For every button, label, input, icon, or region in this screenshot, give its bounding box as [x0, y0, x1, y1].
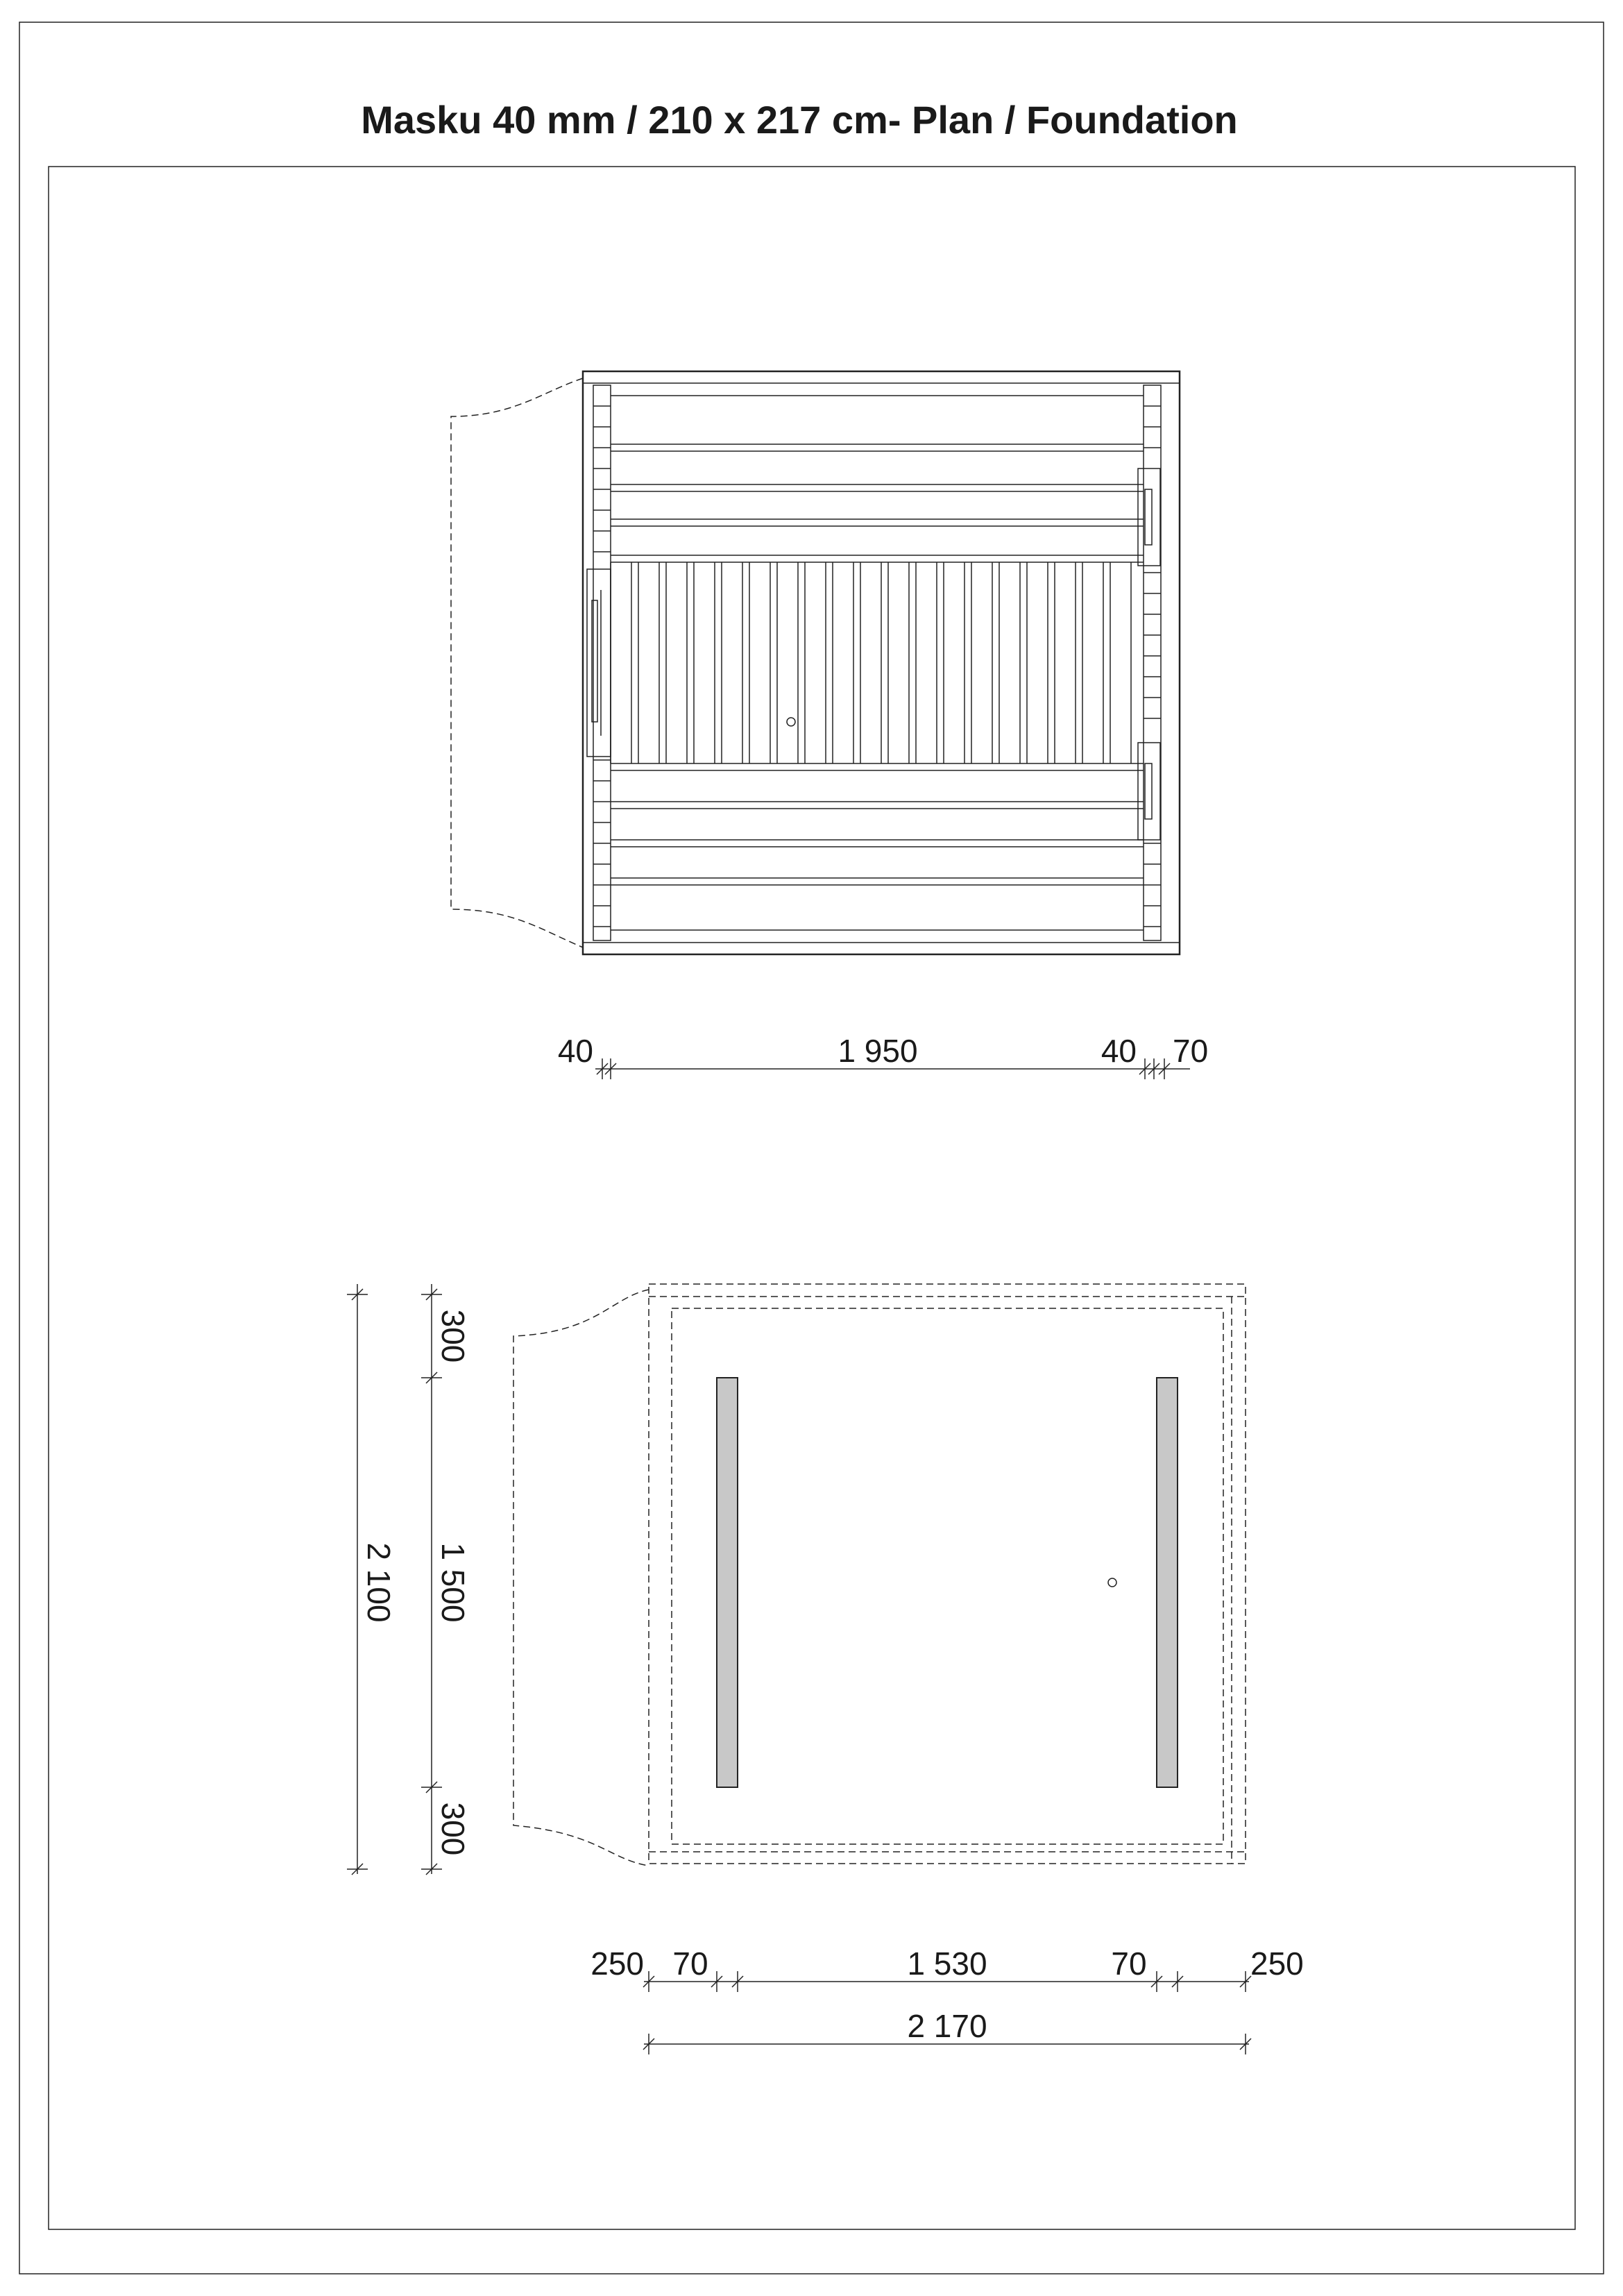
foundation-dim-bottom: 300 [435, 1802, 471, 1856]
foundation-dim-right-inner: 70 [1111, 1945, 1147, 1982]
foundation-drain-icon [1108, 1578, 1116, 1587]
foundation-dim-middle: 1 500 [435, 1542, 471, 1623]
plan-drain-icon [787, 718, 795, 726]
plan-window-lower [1138, 743, 1160, 840]
plan-canopy-outline [451, 378, 583, 947]
plan-view [451, 371, 1208, 1079]
foundation-beam-right [1157, 1378, 1178, 1787]
plan-right-wall-logs [1144, 406, 1161, 927]
plan-dim-left-wall: 40 [557, 1033, 593, 1069]
plan-window-lower-glass [1145, 763, 1152, 819]
plan-door-frame [587, 569, 611, 757]
foundation-beam-left [717, 1378, 738, 1787]
foundation-dim-left-inner: 70 [672, 1945, 708, 1982]
outer-frame [19, 22, 1604, 2274]
plan-dim-right-extra: 70 [1173, 1033, 1209, 1069]
foundation-dim-total-vertical: 2 100 [361, 1542, 397, 1623]
plan-upper-bench [611, 396, 1144, 562]
plan-left-wall-logs [593, 406, 611, 927]
foundation-canopy-outline [513, 1290, 649, 1866]
plan-door-glass [592, 600, 597, 722]
foundation-view [347, 1156, 1304, 2054]
plan-floor-slats [611, 562, 1131, 763]
drawing-title: Masku 40 mm / 210 x 217 cm- Plan / Foundation [361, 98, 1238, 142]
foundation-dim-top: 300 [435, 1309, 471, 1363]
plan-window-upper [1138, 469, 1160, 566]
plan-lower-bench [611, 763, 1144, 930]
foundation-inner-outline [672, 1308, 1223, 1844]
plan-dim-right-wall: 40 [1101, 1033, 1137, 1069]
inner-frame [49, 167, 1575, 2229]
plan-dim-inner: 1 950 [838, 1033, 918, 1069]
foundation-dim-total-horizontal: 2 170 [907, 2008, 987, 2044]
foundation-dim-middle-horizontal: 1 530 [907, 1945, 987, 1982]
foundation-dim-left-outer: 250 [590, 1945, 644, 1982]
plan-window-upper-glass [1145, 489, 1152, 545]
foundation-dim-right-outer: 250 [1250, 1945, 1304, 1982]
